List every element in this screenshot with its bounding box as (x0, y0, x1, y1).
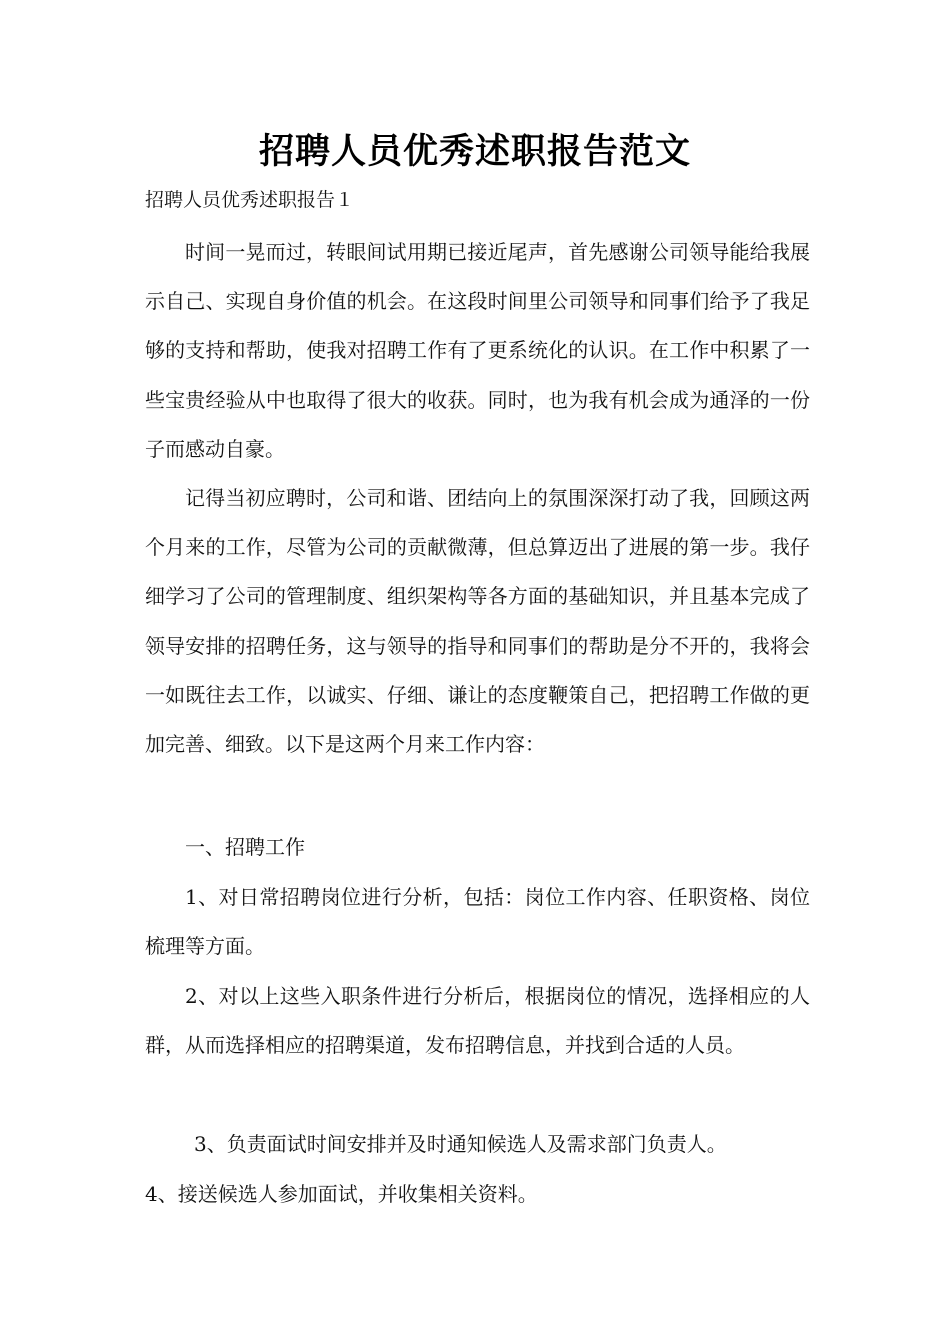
list-item-3: 3、负责面试时间安排并及时通知候选人及需求部门负责人。 (194, 1132, 727, 1156)
paragraph-intro: 时间一晃而过，转眼间试用期已接近尾声，首先感谢公司领导能给我展示自己、实现自身价值的机会。在这段时间里公司领导和同事们给予了我足够的支持和帮助，使我对招聘工作有了更系统化的认识。在工作中积累了一些宝贵经验从中也取得了很大的收获。同时，也为我有机会成为通泽的一份子而感动自豪。 (145, 240, 810, 461)
section-recruiting-heading: 一、招聘工作 (185, 835, 305, 859)
section-heading: 招聘人员优秀述职报告１ (145, 189, 355, 211)
paragraph-review: 记得当初应聘时，公司和谐、团结向上的氛围深深打动了我，回顾这两个月来的工作，尽管为公司的贡献微薄，但总算迈出了进展的第一步。我仔细学习了公司的管理制度、组织架构等各方面的基础知识，并且基本完成了领导安排的招聘任务，这与领导的指导和同事们的帮助是分不开的，我将会一如既往去工作，以诚实、仔细、谦让的态度鞭策自己，把招聘工作做的更加完善、细致。以下是这两个月来工作内容： (145, 486, 810, 757)
list-item-4: 4、接送候选人参加面试，并收集相关资料。 (145, 1182, 538, 1206)
document-title: 招聘人员优秀述职报告范文 (258, 132, 691, 172)
list-item-1: 1、对日常招聘岗位进行分析，包括：岗位工作内容、任职资格、岗位梳理等方面。 (145, 885, 810, 959)
list-item-2: 2、对以上这些入职条件进行分析后，根据岗位的情况，选择相应的人群，从而选择相应的招聘渠道，发布招聘信息，并找到合适的人员。 (145, 984, 810, 1058)
